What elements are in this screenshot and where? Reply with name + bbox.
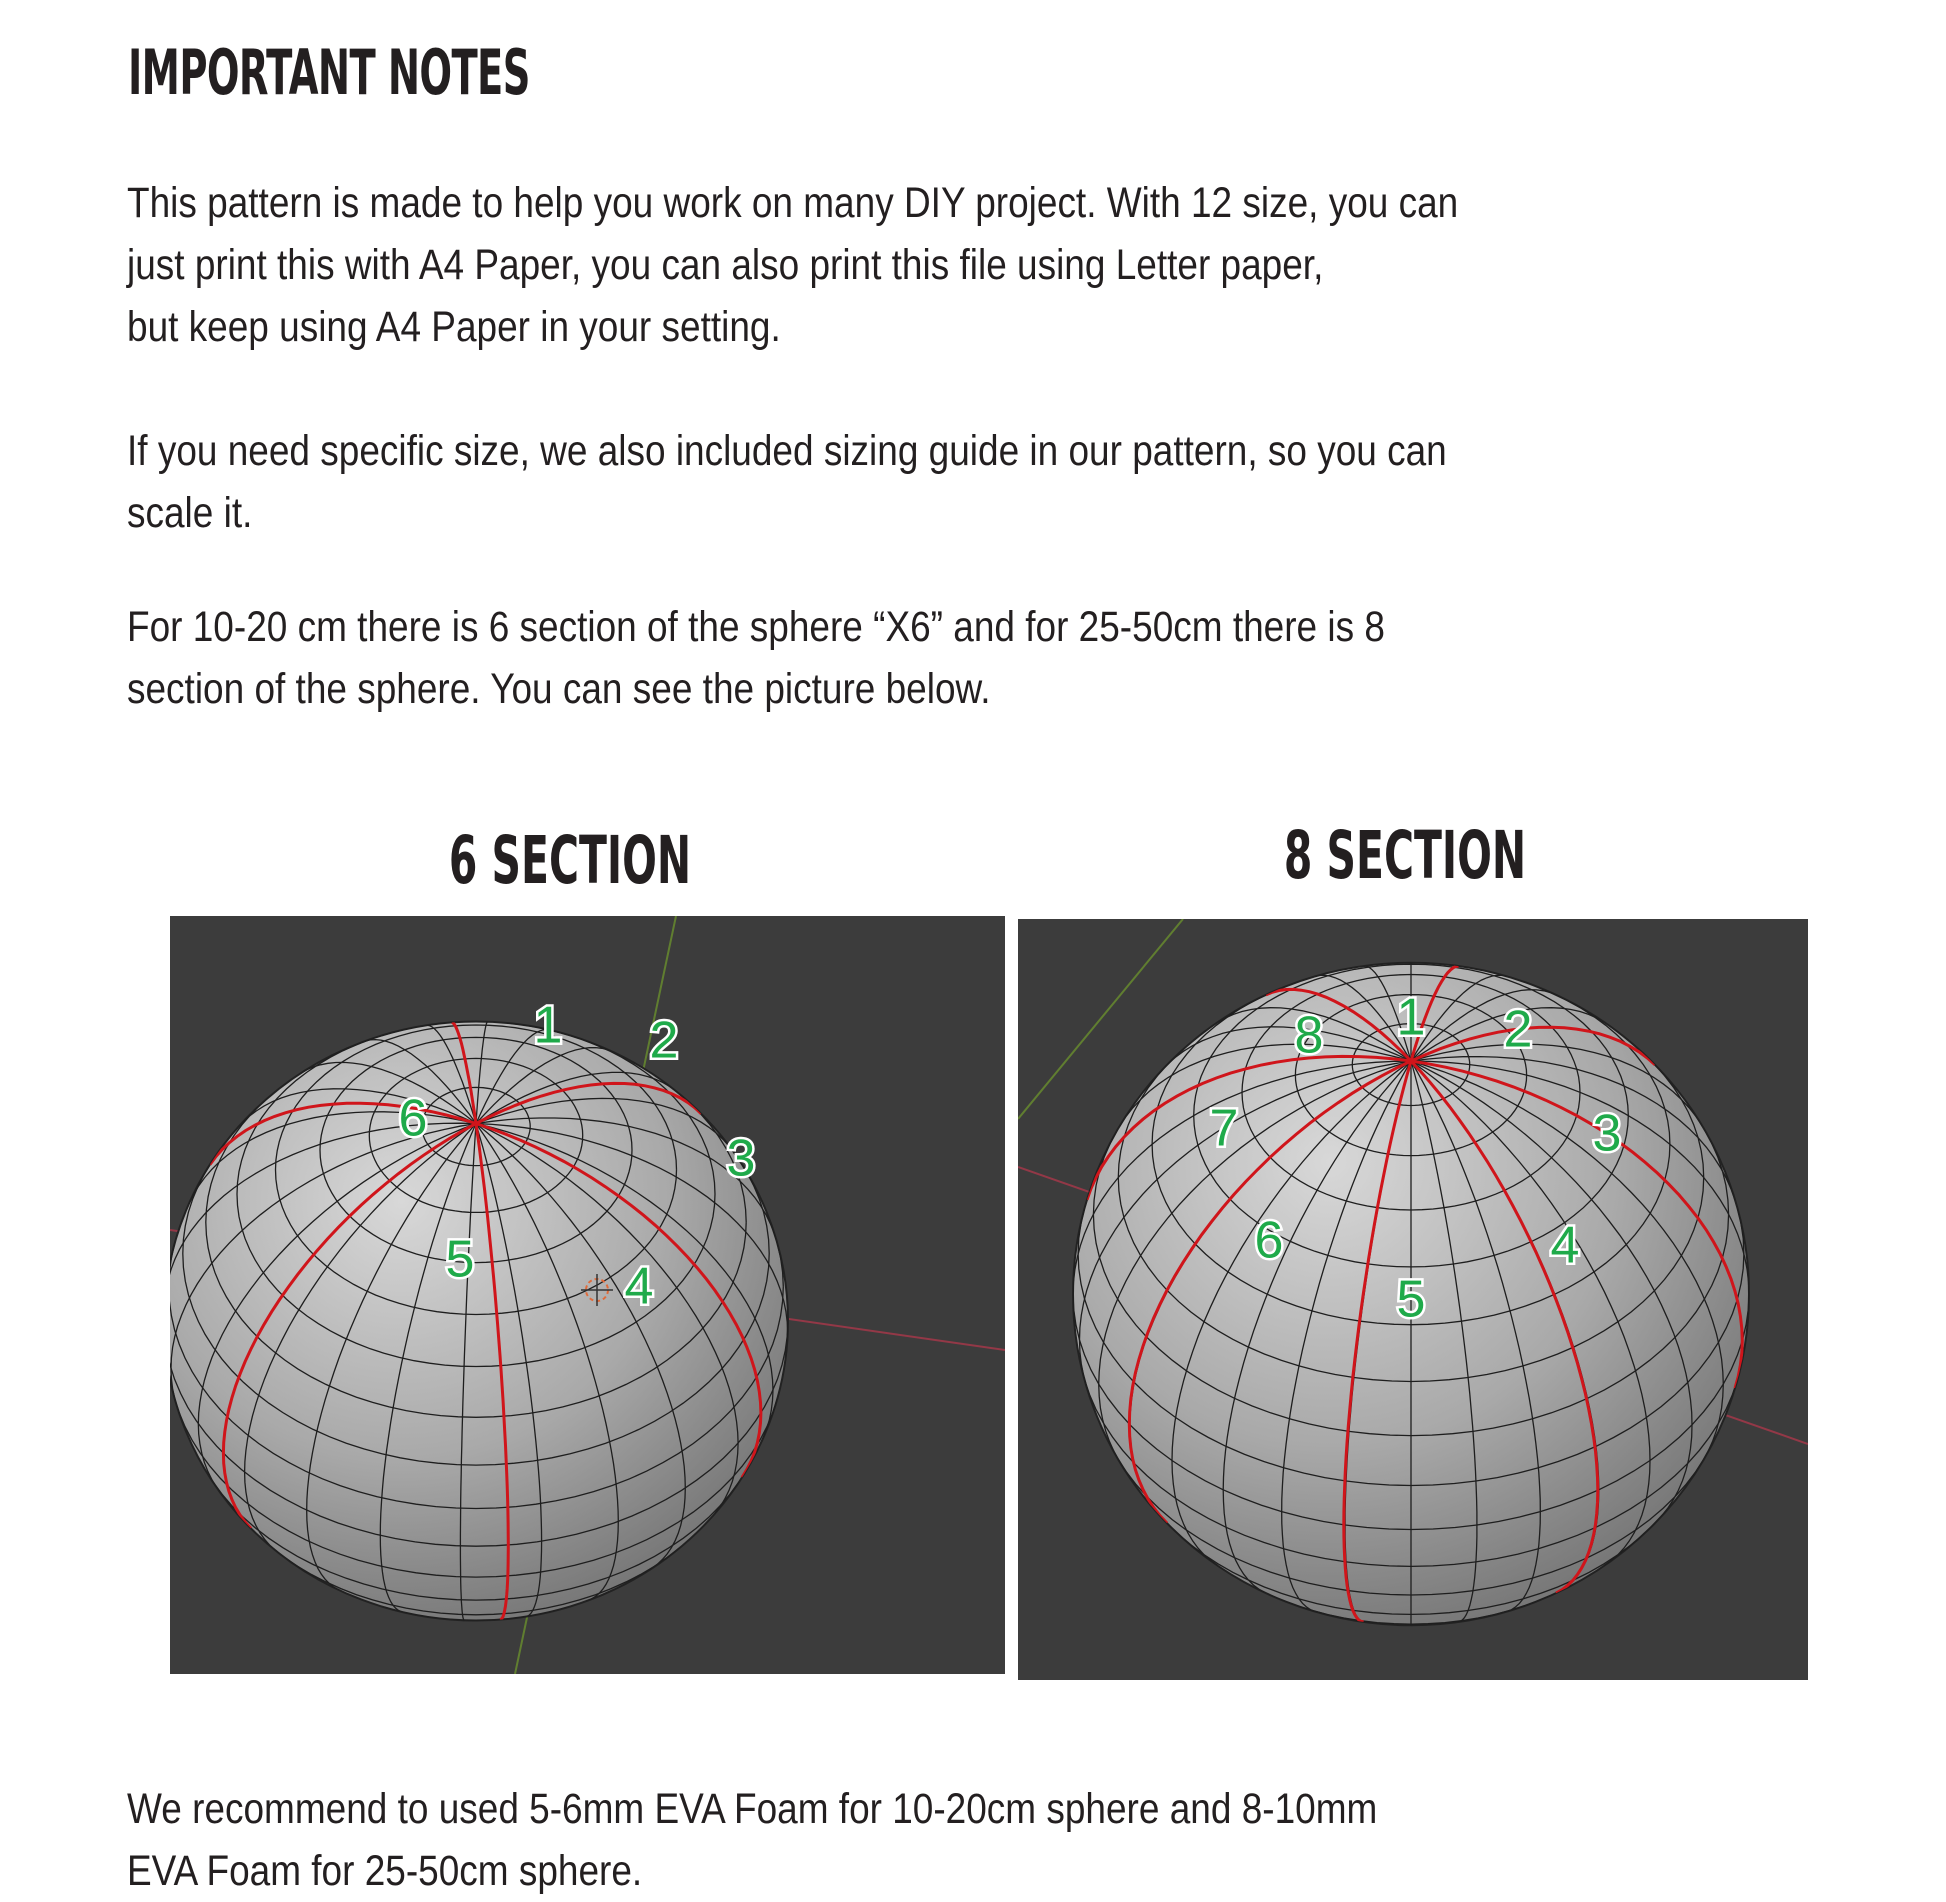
paragraph-line: but keep using A4 Paper in your setting. (127, 303, 781, 351)
eight-section-sphere-render (1018, 919, 1808, 1680)
paragraph-line: EVA Foam for 25-50cm sphere. (127, 1847, 643, 1895)
six-section-sphere-render (170, 916, 1005, 1674)
paragraph-sizing-guide (127, 420, 1606, 544)
paragraph-foam-recommendation (127, 1778, 1606, 1902)
paragraph-line: For 10-20 cm there is 6 section of the sphere “X6” and for 25-50cm there is 8 (127, 603, 1385, 651)
section-number-label: 6 (1254, 1211, 1284, 1270)
eight-section-title: 8 SECTION (1283, 817, 1527, 894)
paragraph-line: This pattern is made to help you work on many DIY project. With 12 size, you can (127, 179, 1459, 227)
six-section-title: 6 SECTION (448, 822, 692, 899)
paragraph-line: If you need specific size, we also included sizing guide in our pattern, so you can (127, 427, 1447, 475)
eight-section-image (1018, 919, 1808, 1680)
paragraph-line: scale it. (127, 489, 253, 537)
sphere-body (170, 1021, 788, 1620)
page-heading: IMPORTANT NOTES (128, 36, 530, 109)
section-number-label: 8 (1294, 1006, 1324, 1065)
section-number-label: 1 (533, 996, 563, 1055)
section-number-label: 6 (398, 1089, 428, 1148)
paragraph-pattern-info (127, 172, 1606, 358)
section-number-label: 2 (649, 1011, 679, 1070)
section-number-label: 3 (726, 1129, 756, 1188)
paragraph-line: section of the sphere. You can see the picture below. (127, 665, 991, 713)
section-number-label: 5 (445, 1230, 475, 1289)
section-number-label: 1 (1396, 988, 1426, 1047)
section-number-label: 3 (1592, 1104, 1622, 1163)
paragraph-line: We recommend to used 5-6mm EVA Foam for 10-20cm sphere and 8-10mm (127, 1785, 1378, 1833)
section-number-label: 5 (1396, 1270, 1426, 1329)
section-number-label: 4 (1550, 1216, 1580, 1275)
section-number-label: 4 (624, 1257, 654, 1316)
six-section-image (170, 916, 1005, 1674)
paragraph-line: just print this with A4 Paper, you can also print this file using Letter paper, (127, 241, 1324, 289)
section-number-label: 2 (1503, 1000, 1533, 1059)
section-number-label: 7 (1209, 1099, 1239, 1158)
paragraph-sections (127, 596, 1606, 720)
